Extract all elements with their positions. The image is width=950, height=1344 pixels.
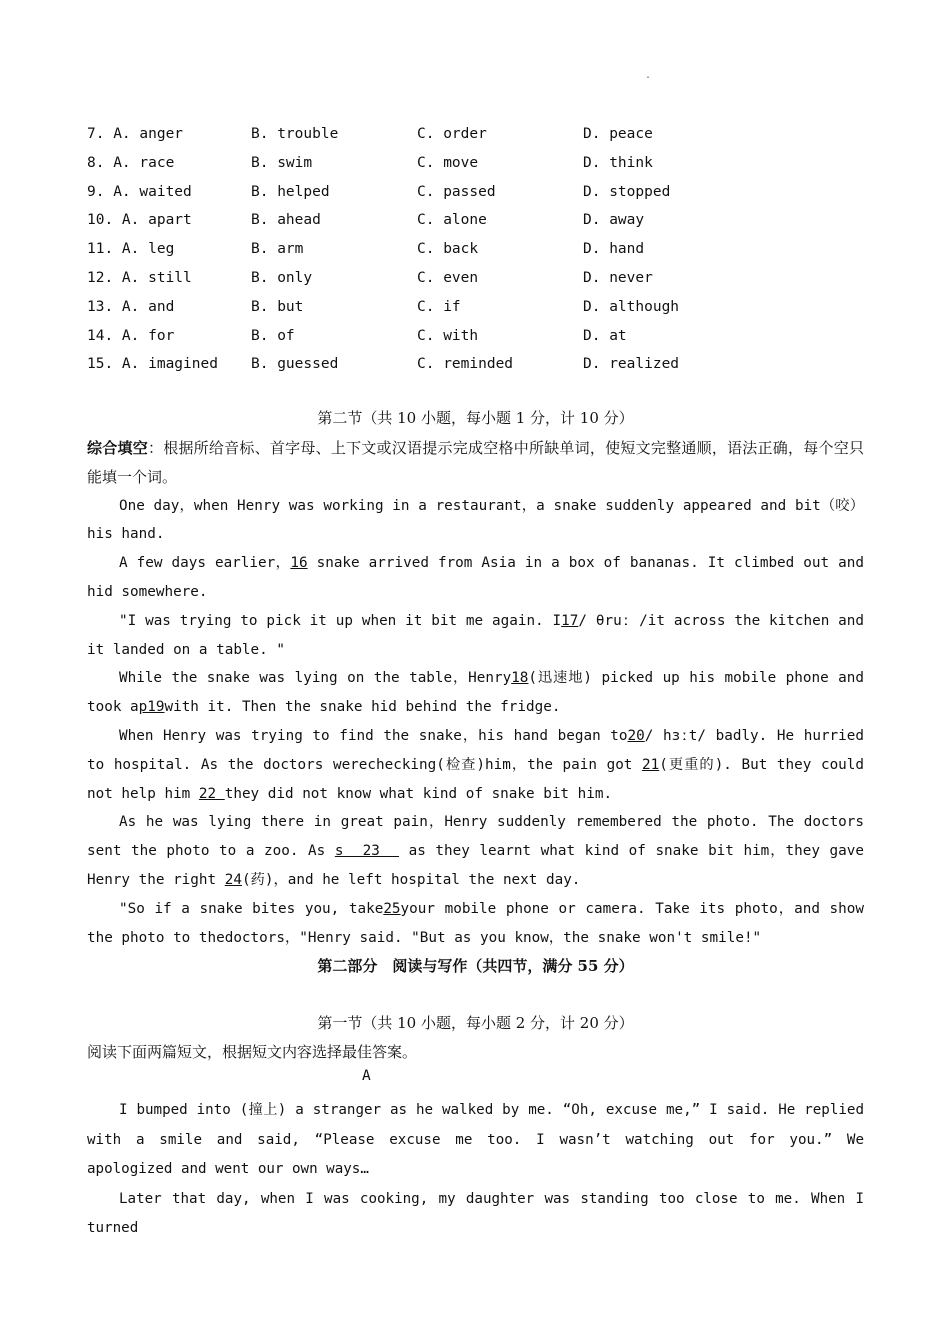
instruction-text: ：根据所给音标、首字母、上下文或汉语提示完成空格中所缺单词，使短文完整通顺，语法正确，每个空只能填一个词。 [87, 439, 864, 486]
blank-20[interactable]: 20 [627, 727, 645, 744]
option-row [87, 350, 679, 379]
paragraph-7: "So if a snake bites you, take25your mobile phone or camera. Take its photo，and show the photo to thedoctors，"Henry said. "But as you know，the snake won't smile!" [87, 900, 864, 946]
blank-23[interactable]: s 23 [334, 843, 399, 860]
page-mark: . [645, 70, 652, 81]
option-row [87, 178, 679, 207]
option-c: C. back [417, 241, 479, 258]
option-d: D. never [583, 269, 653, 286]
passage-a-paragraph-1: I bumped into (撞上) a stranger as he walked by me. “Oh, excuse me,” I said. He replied with a smile and said, “Please excuse me too. I wasn’t watching out for you.” We apologized and went our own ways… [87, 1102, 864, 1178]
instruction [87, 434, 864, 492]
section2-heading: 第二节（共 10 小题，每小题 1 分，计 10 分） [317, 409, 634, 427]
option-b: B. helped [251, 183, 330, 200]
option-row [87, 206, 679, 235]
paragraph-3: "I was trying to pick it up when it bit me again. I17/ θruː /it across the kitchen and it landed on a table. " [87, 612, 865, 658]
option-c: C. with [417, 327, 479, 344]
option-c: C. passed [417, 183, 496, 200]
option-b: B. trouble [251, 126, 339, 142]
option-a: 12. A. still [87, 269, 192, 286]
option-d: D. at [583, 327, 627, 344]
option-row [87, 293, 679, 322]
blank-17[interactable]: 17 [561, 612, 579, 629]
paragraph-2: A few days earlier，16 snake arrived from Asia in a box of bananas. It climbed out and hid somewhere. [87, 555, 864, 600]
option-b: B. guessed [251, 356, 339, 373]
options-list [87, 120, 679, 379]
paragraph-1: One day，when Henry was working in a restaurant，a snake suddenly appeared and bit（咬） his hand. [87, 497, 864, 543]
option-a: 7. A. anger [87, 126, 184, 142]
paragraph-5: When Henry was trying to find the snake，his hand began to20/ hɜːt/ badly. He hurried to hospital. As the doctors werechecking(检查)him，the pain got 21(更重的). But they could not help him 22 they did not know what kind of snake bit him. [87, 727, 864, 802]
option-d: D. think [583, 154, 653, 171]
blank-16[interactable]: 16 [290, 555, 308, 572]
option-d: D. hand [583, 241, 645, 258]
option-c: C. move [417, 154, 479, 171]
blank-24[interactable]: 24 [224, 871, 242, 888]
blank-21[interactable]: 21 [642, 756, 660, 773]
option-d: D. realized [583, 356, 680, 373]
blank-19[interactable]: p19 [138, 699, 165, 716]
option-row [87, 149, 679, 178]
option-a: 15. A. imagined [87, 356, 218, 373]
option-c: C. order [417, 126, 487, 142]
option-b: B. only [251, 269, 313, 286]
option-row [87, 120, 679, 149]
passage-a [87, 1096, 864, 1244]
option-a: 11. A. leg [87, 241, 175, 258]
option-c: C. alone [417, 212, 487, 229]
blank-18[interactable]: 18 [511, 670, 529, 687]
instruction-label: 综合填空 [87, 439, 148, 457]
option-a: 9. A. waited [87, 183, 192, 200]
option-c: C. even [417, 269, 479, 286]
blank-22[interactable]: 22 [198, 785, 225, 802]
option-d: D. stopped [583, 183, 671, 200]
option-c: C. reminded [417, 356, 514, 373]
option-row [87, 264, 679, 293]
option-a: 8. A. race [87, 154, 175, 171]
part2-section1-heading: 第一节（共 10 小题，每小题 2 分，计 20 分） [317, 1014, 634, 1032]
passage-a-paragraph-2: Later that day, when I was cooking, my daughter was standing too close to me. When I turned [87, 1190, 864, 1237]
option-a: 10. A. apart [87, 212, 192, 229]
option-b: B. swim [251, 154, 313, 171]
option-b: B. ahead [251, 212, 321, 229]
option-b: B. but [251, 298, 304, 315]
option-d: D. away [583, 212, 645, 229]
passage-a-label: A [362, 1068, 371, 1084]
option-a: 13. A. and [87, 298, 175, 315]
part2-instruction: 阅读下面两篇短文，根据短文内容选择最佳答案。 [87, 1043, 418, 1061]
option-b: B. of [251, 327, 295, 344]
option-d: D. peace [583, 126, 653, 142]
option-row [87, 235, 679, 264]
paragraph-6: As he was lying there in great pain，Henry suddenly remembered the photo. The doctors sent the photo to a zoo. As s 23 as they learnt what kind of snake bit him，they gave Henry the right 24(药)，and he left hospital the next day. [87, 814, 864, 888]
part2-heading: 第二部分 阅读与写作（共四节，满分 55 分） [317, 957, 634, 975]
blank-25[interactable]: 25 [383, 900, 401, 917]
option-a: 14. A. for [87, 327, 175, 344]
option-d: D. although [583, 298, 680, 315]
section2-body [87, 434, 864, 952]
option-b: B. arm [251, 241, 304, 258]
paragraph-4: While the snake was lying on the table，Henry18(迅速地) picked up his mobile phone and took ap19with it. Then the snake hid behind the fridge. [87, 670, 865, 716]
option-c: C. if [417, 298, 461, 315]
option-row [87, 322, 679, 351]
